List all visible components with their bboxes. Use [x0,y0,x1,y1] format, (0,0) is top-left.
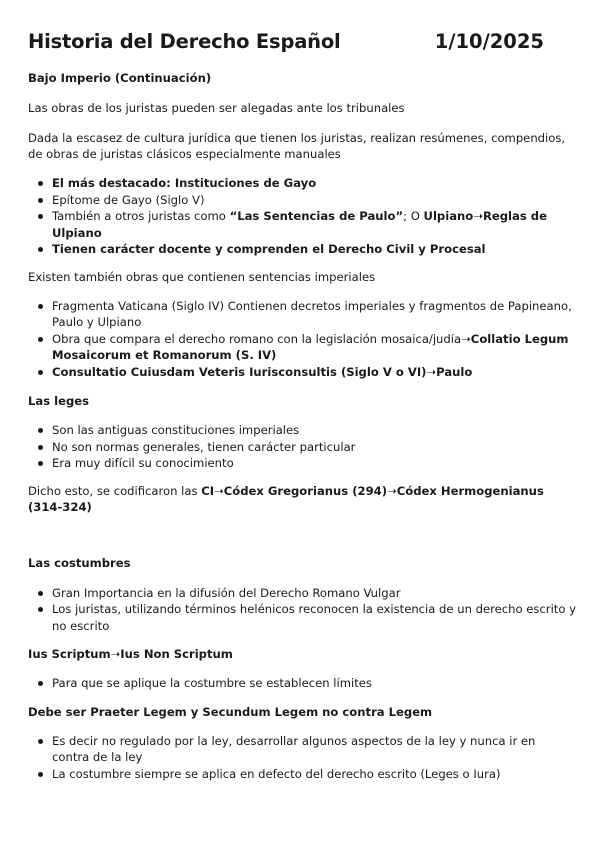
list-item: Era muy difícil su conocimiento [52,455,576,472]
list-item: Gran Importancia en la difusión del Derecho Romano Vulgar [52,585,576,602]
bullet-list [28,675,576,692]
document-title: Historia del Derecho Español [28,30,341,53]
list-item [52,241,576,258]
list-item-text: ; O [403,209,424,223]
bullet-list [28,422,576,472]
list-item: Para que se aplique la costumbre se establecen límites [52,675,576,692]
list-item: Son las antiguas constituciones imperiales [52,422,576,439]
paragraph: Dada la escasez de cultura jurídica que tienen los juristas, realizan resúmenes, compendios, de obras de juristas clásicos especialmente manuales [28,131,566,161]
document-header [28,30,576,58]
paragraph: Las obras de los juristas pueden ser alegadas ante los tribunales [28,101,405,115]
list-item: Los juristas, utilizando términos helénicos reconocen la existencia de un derecho escrito y no escrito [52,602,576,633]
document-page [28,30,576,782]
list-item: Es decir no regulado por la ley, desarrollar algunos aspectos de la ley y nunca ir en contra de la ley [52,733,576,766]
list-item-text: Obra que compara el derecho romano con la legislación mosaica/judía [52,331,462,346]
list-item: No son normas generales, tienen carácter particular [52,439,576,456]
list-item [52,364,576,381]
section-heading: Ius Scriptum➝Ius Non Scriptum [28,647,233,661]
section-heading: Debe ser Praeter Legem y Secundum Legem no contra Legem [28,704,433,719]
bullet-list [28,175,576,258]
list-item-bold: ➝Collatio Legum Mosaicorum et Romanorum (S. IV) [52,331,569,362]
list-item [52,331,576,364]
list-item-text: Tienen carácter docente y comprenden el Derecho Civil y Procesal [52,242,486,256]
list-item: Fragmenta Vaticana (Siglo IV) Contienen decretos imperiales y fragmentos de Papineano, Paulo y Ulpiano [52,298,576,331]
section-heading: Las costumbres [28,555,131,570]
list-item [52,175,576,192]
section-heading: Bajo Imperio (Continuación) [28,71,212,85]
paragraph-text: Dicho esto, se codificaron las [28,483,202,498]
list-item-text: El más destacado: Instituciones de Gayo [52,176,317,190]
paragraph [28,483,576,515]
section-heading: Las leges [28,394,90,408]
list-item-bold: Ulpiano➝Reglas de Ulpiano [52,209,547,240]
bullet-list [28,585,576,635]
bullet-list [28,298,576,381]
list-item: La costumbre siempre se aplica en defecto del derecho escrito (Leges o Iura) [52,766,576,783]
list-item-bold: “Las Sentencias de Paulo” [229,209,404,223]
list-item [52,208,576,241]
list-item-text: Consultatio Cuiusdam Veteris Iurisconsultis (Siglo V o VI)➝Paulo [52,364,473,379]
list-item-text: También a otros juristas como [52,209,230,223]
list-item: Epítome de Gayo (Siglo V) [52,192,576,209]
paragraph: Existen también obras que contienen sentencias imperiales [28,269,376,284]
bullet-list [28,733,576,783]
document-date: 1/10/2025 [434,30,544,53]
paragraph-bold: CI➝Códex Gregorianus (294)➝Códex Hermogenianus (314-324) [28,483,544,514]
